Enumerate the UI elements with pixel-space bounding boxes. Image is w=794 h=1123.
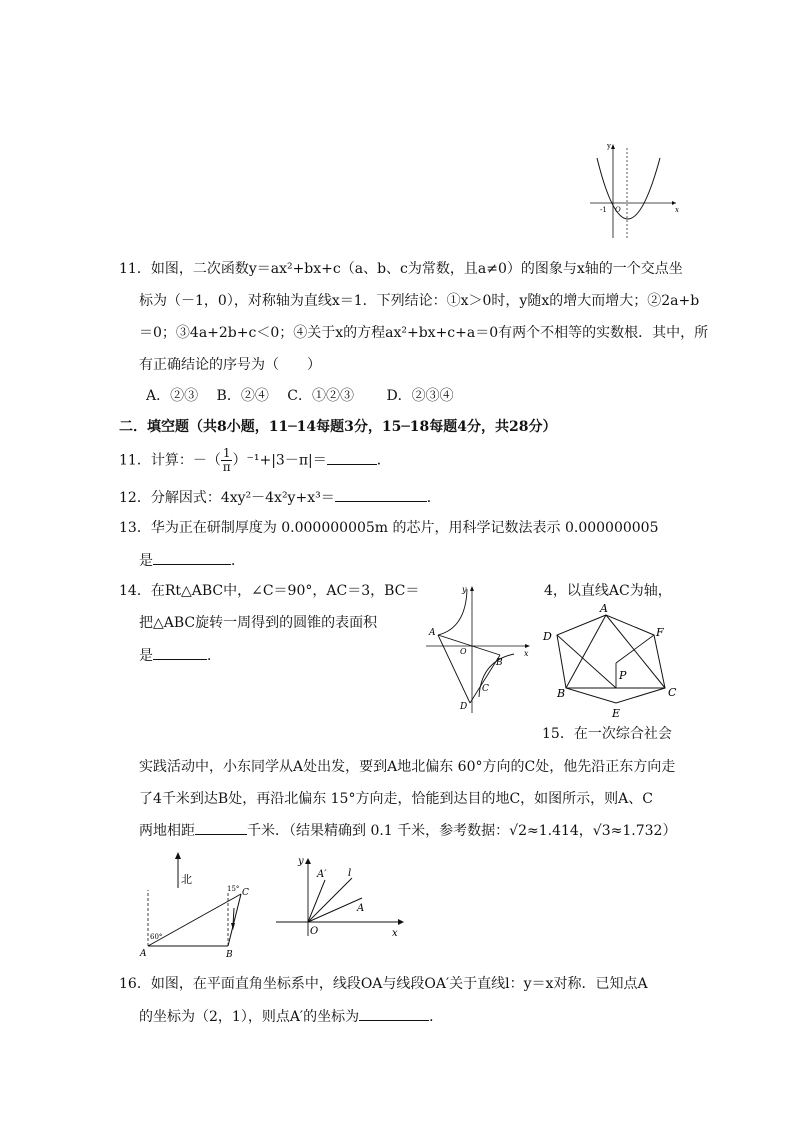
q16-line2 [139,1006,443,1027]
q13-pre: 是 [139,553,153,569]
q14-pre: 是 [139,648,153,664]
point-E-label: E [612,707,621,720]
q11-line3: ＝0；③4a+2b+c＜0；④关于x的方程ax²+bx+c+a＝0有两个不相等的实数根．其中，所 [139,325,709,341]
section-title: 二．填空题（共8小题，11─14每题3分，15─18每题4分，共28分） [119,419,557,435]
q13-line1: 13．华为正在研制厚度为 0.000000005m 的芯片，用科学记数法表示 0.000000005 [119,520,659,536]
point-A-label: A [600,602,608,615]
point-Aprime-label: A′ [317,869,327,880]
q14-line2: 把△ABC旋转一周得到的圆锥的表面积 [139,615,378,631]
point-A-label: A [357,903,365,914]
origin-label: O [310,926,319,937]
fig-origin-label: O [615,206,621,214]
answer-blank[interactable] [153,550,231,565]
answer-blank[interactable] [327,450,377,465]
q12-text: 12．分解因式：4xy²－4x²y+x³＝ [119,490,335,506]
q16-end: ． [429,1009,444,1025]
q14-line1a: 14．在Rt△ABC中，∠C＝90°，AC＝3，BC＝ [119,583,420,599]
q15-line3: 了4千米到达B处，再沿北偏东 15°方向走，恰能到达目的地C，如图所示，则A、C [139,791,653,807]
q16-pre: 的坐标为（2，1），则点A′的坐标为 [139,1009,360,1025]
fraction-num: 1 [222,446,231,460]
q11b-pre: 11．计算：－（ [119,452,221,469]
fig-neg1-label: -1 [600,206,607,214]
fig-y-label: y [462,585,467,594]
angle-15-label: 15° [227,885,240,893]
point-O-label: O [460,647,467,656]
fig-x-label: x [392,928,398,939]
answer-blank[interactable] [153,645,207,660]
fig-y-label: y [298,856,304,867]
line-l-label: l [348,868,352,879]
parabola-figure [588,140,683,240]
q15-post: 千米．（结果精确到 0.1 千米，参考数据：√2≈1.414，√3≈1.732） [247,823,677,839]
point-A-label: A [140,949,147,959]
point-C-label: C [668,686,677,699]
answer-blank[interactable] [195,820,247,835]
q11b-end: ． [376,452,391,469]
point-D-label: D [460,702,468,712]
q12-line [119,487,441,508]
answer-blank[interactable] [359,1006,429,1021]
point-B-label: B [226,950,233,960]
fig-x-label: x [524,649,529,658]
q15-pre: 两地相距 [139,823,195,839]
q12-end: ． [426,490,441,506]
reflection-figure [272,852,407,940]
q11-line1: 11．如图，二次函数y＝ax²+bx+c（a、b、c为常数，且a≠0）的图象与x轴的一个交点坐 [119,261,683,277]
fig-y-label: y [607,142,611,150]
q11b-post: ）⁻¹+|3－π|＝ [232,452,327,469]
q14-line3 [139,645,221,666]
point-C-label: C [242,888,249,898]
q16-line1: 16．如图，在平面直角坐标系中，线段OA与线段OA′关于直线l：y＝x对称．已知点A [119,976,648,992]
q11b-line [119,447,391,474]
point-B-label: B [557,687,566,700]
point-P-label: P [619,669,627,682]
q14-end: ． [207,648,221,664]
fraction-den: π [222,460,231,474]
q15-line1: 15．在一次综合社会 [542,726,672,742]
point-A-label: A [429,628,436,638]
point-D-label: D [543,630,552,643]
hyperbola-figure [424,583,536,715]
bearing-figure [136,850,256,962]
point-B-label: B [496,658,503,668]
q11-options: A．②③ B．②④ C．①②③ D．②③④ [146,388,454,404]
q15-line4 [139,820,676,841]
q15-line2: 实践活动中，小东同学从A处出发，要到A地北偏东 60°方向的C处，他先沿正东方向走 [139,759,676,775]
fig-x-label: x [675,206,679,214]
point-C-label: C [482,684,489,694]
angle-60-label: 60° [150,933,163,941]
q11-line2: 标为（－1，0），对称轴为直线x＝1．下列结论：①x＞0时，y随x的增大而增大；②2a+b [139,293,700,309]
q13-end: ． [231,553,245,569]
fraction [221,447,233,474]
north-label: 北 [181,873,192,886]
point-F-label: F [656,626,664,639]
answer-blank[interactable] [335,487,427,502]
q11-line4: 有正确结论的序号为（ ） [139,357,321,373]
q14-line1b: 4，以直线AC为轴， [544,583,672,599]
q13-line2 [139,550,245,571]
hexagon-figure [540,600,690,722]
